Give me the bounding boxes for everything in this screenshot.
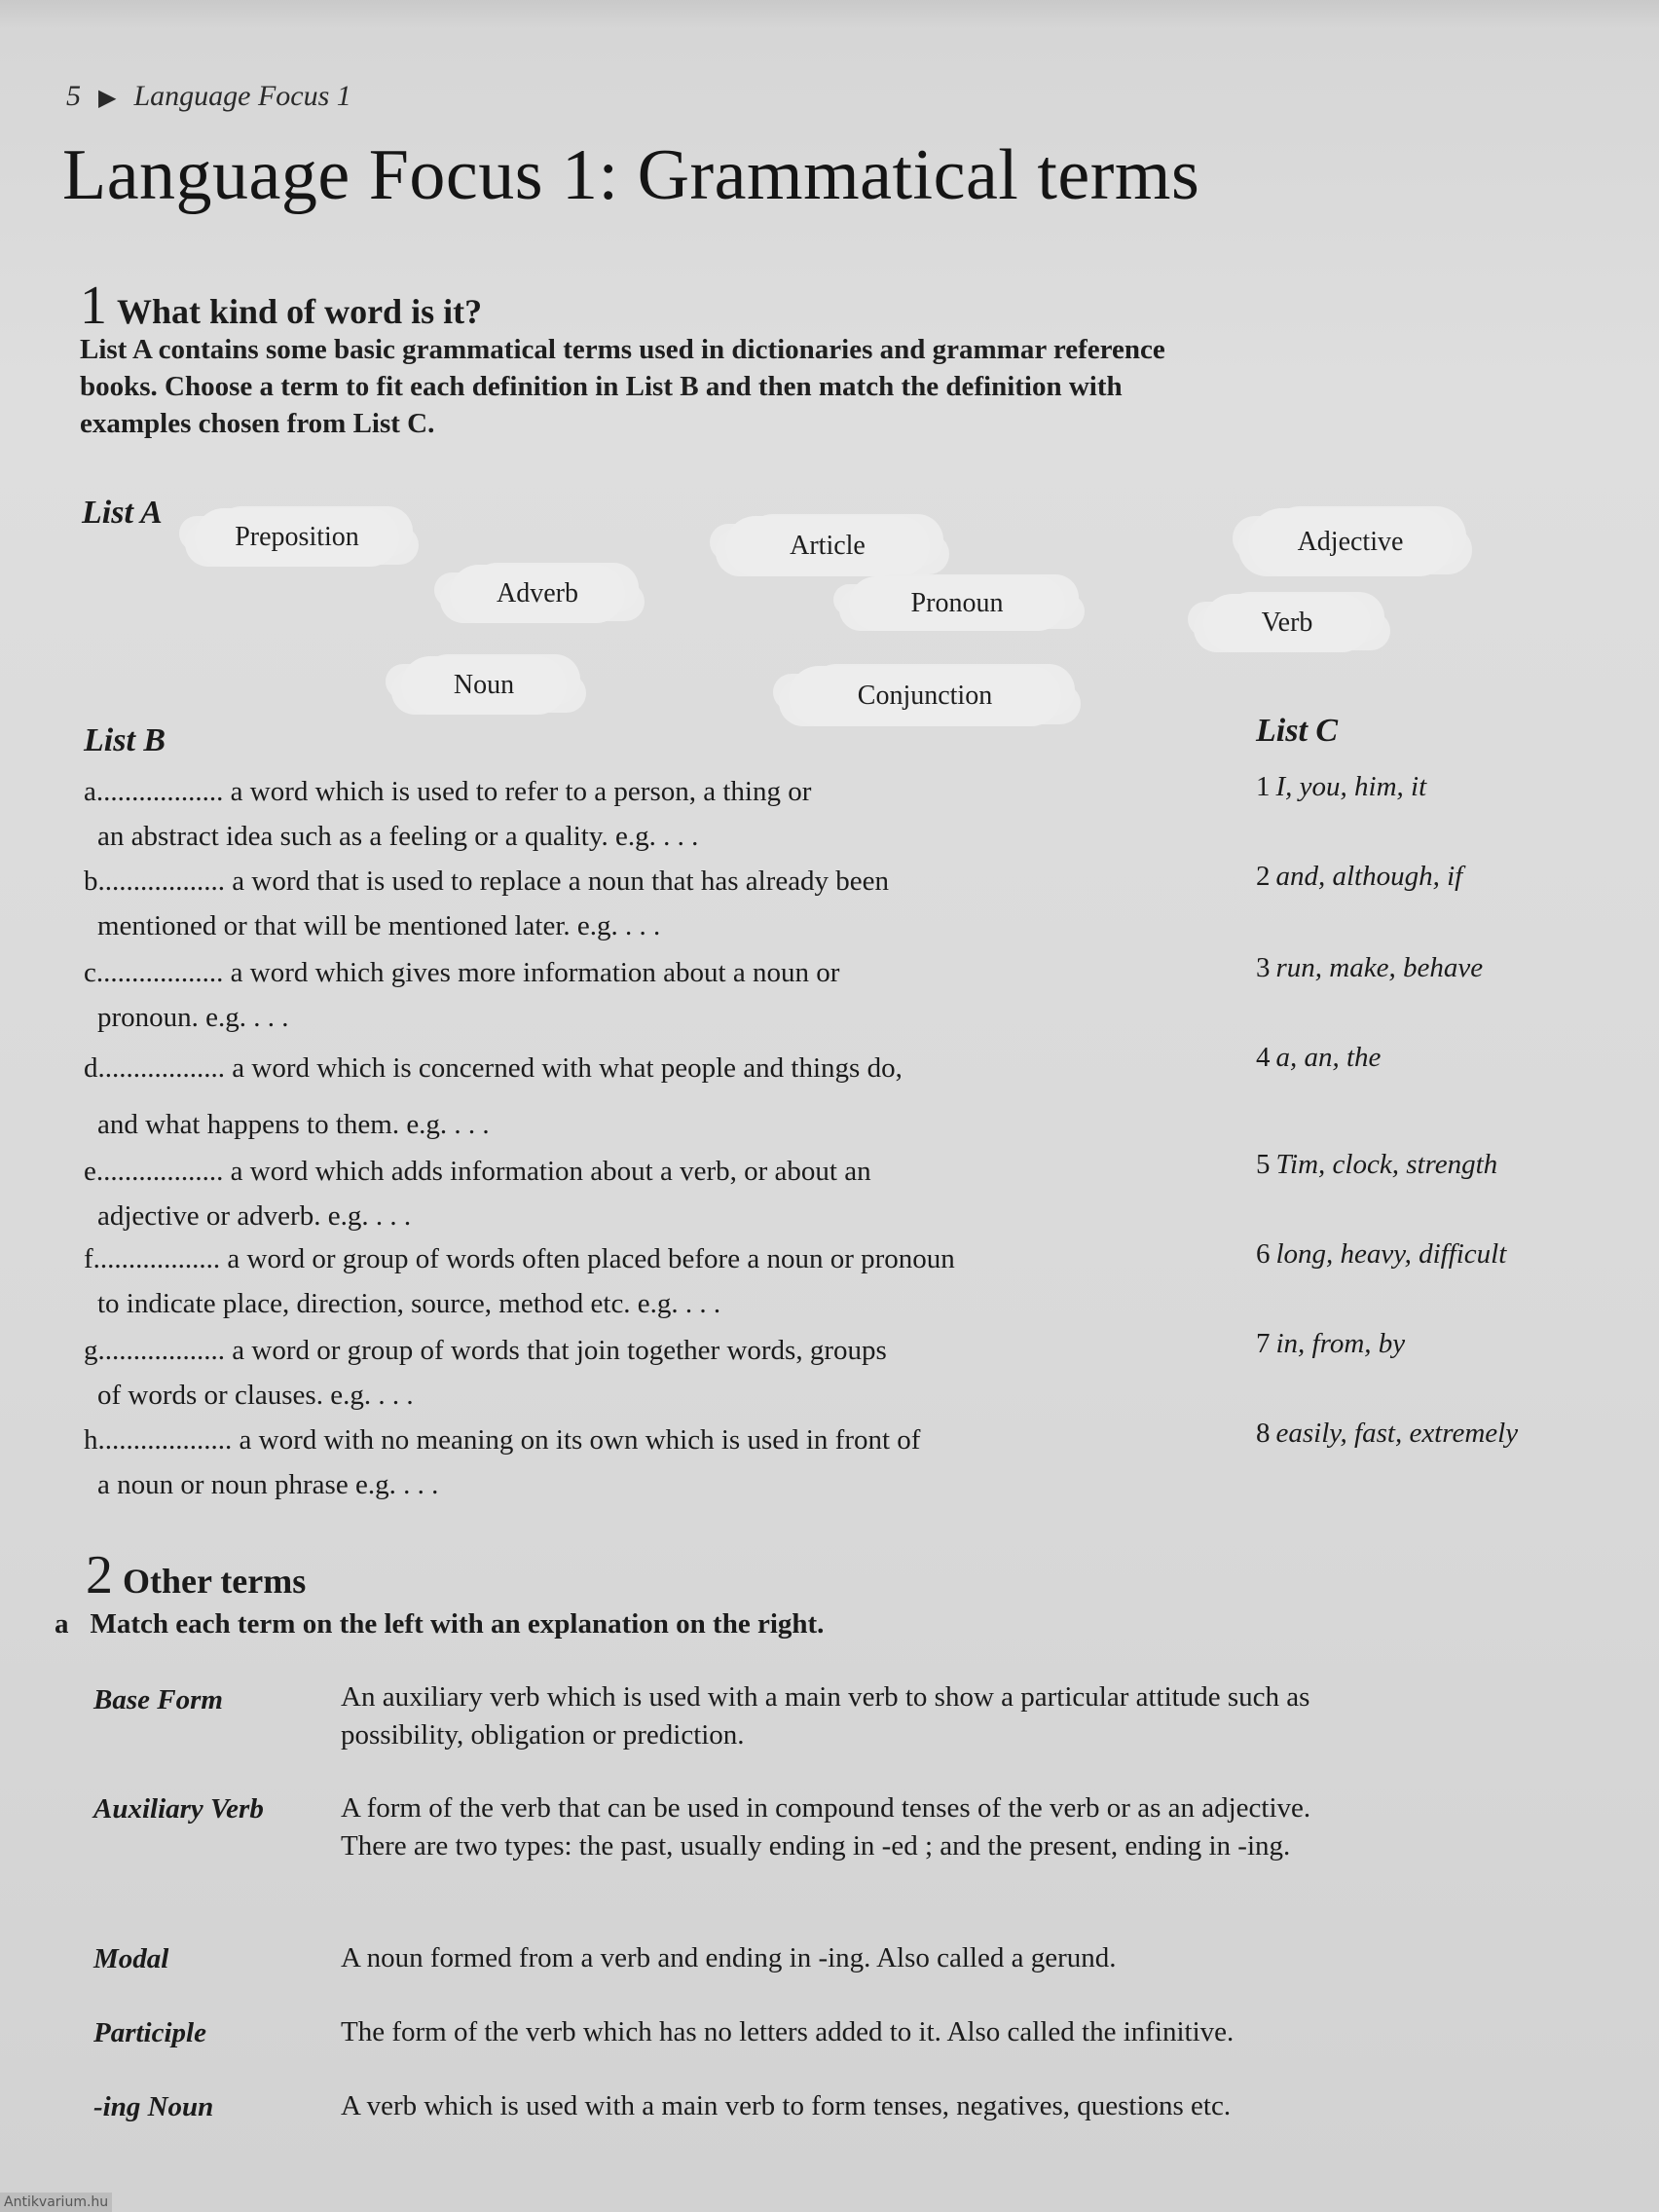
list-c-item — [1256, 952, 1483, 984]
list-c-item — [1256, 1149, 1497, 1181]
list-c-item — [1256, 1042, 1381, 1074]
answer-blank[interactable]: .................. — [92, 1243, 221, 1274]
list-c-item — [1256, 861, 1462, 893]
definition-text: a word which is used to refer to a person, a thing or — [230, 776, 812, 807]
section-1-heading — [80, 275, 482, 337]
list-c-number: 5 — [1256, 1149, 1271, 1180]
list-c-examples: a, an, the — [1275, 1042, 1382, 1073]
list-c-examples: and, although, if — [1275, 861, 1463, 892]
list-c-number: 4 — [1256, 1042, 1271, 1073]
list-b-item — [84, 950, 1203, 1040]
list-c-number: 1 — [1256, 771, 1271, 802]
term-label: Base Form — [93, 1684, 223, 1715]
answer-blank[interactable]: .................. — [95, 1156, 224, 1187]
term-label: Modal — [93, 1943, 169, 1974]
item-letter: c — [84, 957, 96, 988]
list-b-item — [84, 1040, 1203, 1153]
answer-blank[interactable]: .................. — [97, 1335, 225, 1366]
definition-text: a word which is concerned with what people and things do, — [232, 1052, 903, 1084]
list-c-examples: run, make, behave — [1275, 952, 1484, 983]
term-label: -ing Noun — [93, 2091, 214, 2122]
item-letter: h — [84, 1424, 98, 1456]
definition-text-cont: to indicate place, direction, source, method etc. e.g. . . . — [97, 1288, 721, 1319]
section-1-title: What kind of word is it? — [117, 292, 483, 331]
item-letter: d — [84, 1052, 98, 1084]
cloud-noun: Noun — [401, 656, 567, 715]
list-b-item — [84, 859, 1203, 948]
list-c-item — [1256, 771, 1426, 803]
list-c-item — [1256, 1238, 1506, 1271]
term-label: Participle — [93, 2017, 206, 2048]
definition-text: a word or group of words that join together words, groups — [232, 1335, 887, 1366]
list-b-item — [84, 769, 1203, 859]
cloud-pronoun: Pronoun — [849, 576, 1065, 631]
term-explanation: A noun formed from a verb and ending in -ing. Also called a gerund. — [341, 1942, 1117, 1973]
list-b-item — [84, 1418, 1203, 1507]
definition-text: a word with no meaning on its own which is used in front of — [239, 1424, 921, 1456]
section-2-instruction — [55, 1608, 824, 1641]
section-1-number: 1 — [80, 276, 107, 336]
triangle-icon: ▶ — [98, 86, 117, 111]
item-letter: f — [84, 1243, 93, 1274]
section-2-title: Other terms — [123, 1562, 307, 1601]
definition-text-cont: and what happens to them. e.g. . . . — [97, 1109, 490, 1140]
term-explanation: A verb which is used with a main verb to form tenses, negatives, questions etc. — [341, 2090, 1232, 2121]
term-explanation: The form of the verb which has no letters added to it. Also called the infinitive. — [341, 2016, 1235, 2047]
item-letter: g — [84, 1335, 98, 1366]
sub-letter: a — [55, 1608, 69, 1640]
list-c-examples: long, heavy, difficult — [1275, 1238, 1507, 1270]
list-c-examples: Tim, clock, strength — [1275, 1149, 1498, 1180]
list-b-item — [84, 1328, 1203, 1418]
sub-instruction-text: Match each term on the left with an explanation on the right. — [90, 1608, 825, 1640]
list-c-number: 6 — [1256, 1238, 1271, 1270]
item-letter: a — [84, 776, 96, 807]
list-c-item — [1256, 1418, 1518, 1450]
page-number: 5 — [66, 80, 81, 112]
answer-blank[interactable]: .................. — [97, 866, 225, 897]
list-a-label: List A — [82, 495, 163, 531]
answer-blank[interactable]: .................. — [97, 1052, 225, 1084]
cloud-adjective: Adjective — [1248, 508, 1453, 576]
running-header — [66, 80, 351, 113]
list-c-item — [1256, 1328, 1405, 1360]
answer-blank[interactable]: .................. — [95, 776, 224, 807]
item-letter: b — [84, 866, 98, 897]
cloud-article: Article — [725, 516, 930, 576]
cloud-preposition: Preposition — [195, 508, 399, 567]
list-c-number: 2 — [1256, 861, 1271, 892]
definition-text: a word which adds information about a verb, or about an — [230, 1156, 871, 1187]
list-c-label: List C — [1256, 713, 1339, 749]
definition-text-cont: of words or clauses. e.g. . . . — [97, 1380, 414, 1411]
definition-text-cont: a noun or noun phrase e.g. . . . — [97, 1469, 439, 1500]
definition-text-cont: mentioned or that will be mentioned later. e.g. . . . — [97, 910, 661, 941]
definition-text: a word that is used to replace a noun that has already been — [232, 866, 890, 897]
list-c-examples: easily, fast, extremely — [1275, 1418, 1519, 1449]
answer-blank[interactable]: .................. — [95, 957, 224, 988]
term-explanation: An auxiliary verb which is used with a main verb to show a particular attitude such as possibility, obligation or prediction. — [341, 1681, 1310, 1751]
definition-text-cont: an abstract idea such as a feeling or a quality. e.g. . . . — [97, 821, 699, 852]
list-b-item — [84, 1149, 1203, 1238]
list-b-item — [84, 1236, 1203, 1326]
cloud-adverb: Adverb — [450, 565, 625, 623]
cloud-verb: Verb — [1203, 594, 1371, 652]
list-c-examples: I, you, him, it — [1275, 771, 1427, 802]
list-b-label: List B — [84, 722, 166, 758]
section-1-instruction: List A contains some basic grammatical terms used in dictionaries and grammar reference books. Choose a term to fit each definition in List B and then match the definition with examples chosen from List C. — [80, 334, 1165, 439]
list-c-examples: in, from, by — [1275, 1328, 1406, 1359]
definition-text: a word or group of words often placed before a noun or pronoun — [227, 1243, 955, 1274]
section-2-heading — [86, 1544, 306, 1606]
definition-text-cont: adjective or adverb. e.g. . . . — [97, 1200, 412, 1232]
definition-text: a word which gives more information about a noun or — [230, 957, 840, 988]
section-2-number: 2 — [86, 1545, 113, 1605]
definition-text-cont: pronoun. e.g. . . . — [97, 1002, 289, 1033]
page-title: Language Focus 1: Grammatical terms — [62, 135, 1200, 215]
watermark: Antikvarium.hu — [0, 2193, 112, 2212]
cloud-conjunction: Conjunction — [789, 666, 1061, 726]
answer-blank[interactable]: ................... — [97, 1424, 233, 1456]
list-c-number: 3 — [1256, 952, 1271, 983]
list-c-number: 7 — [1256, 1328, 1271, 1359]
list-c-number: 8 — [1256, 1418, 1271, 1449]
term-label: Auxiliary Verb — [93, 1793, 264, 1825]
term-explanation: A form of the verb that can be used in compound tenses of the verb or as an adjective. There are two types: the past, usually ending in -ed ; and the present, ending in -ing. — [341, 1792, 1311, 1862]
header-section: Language Focus 1 — [133, 80, 351, 112]
item-letter: e — [84, 1156, 96, 1187]
